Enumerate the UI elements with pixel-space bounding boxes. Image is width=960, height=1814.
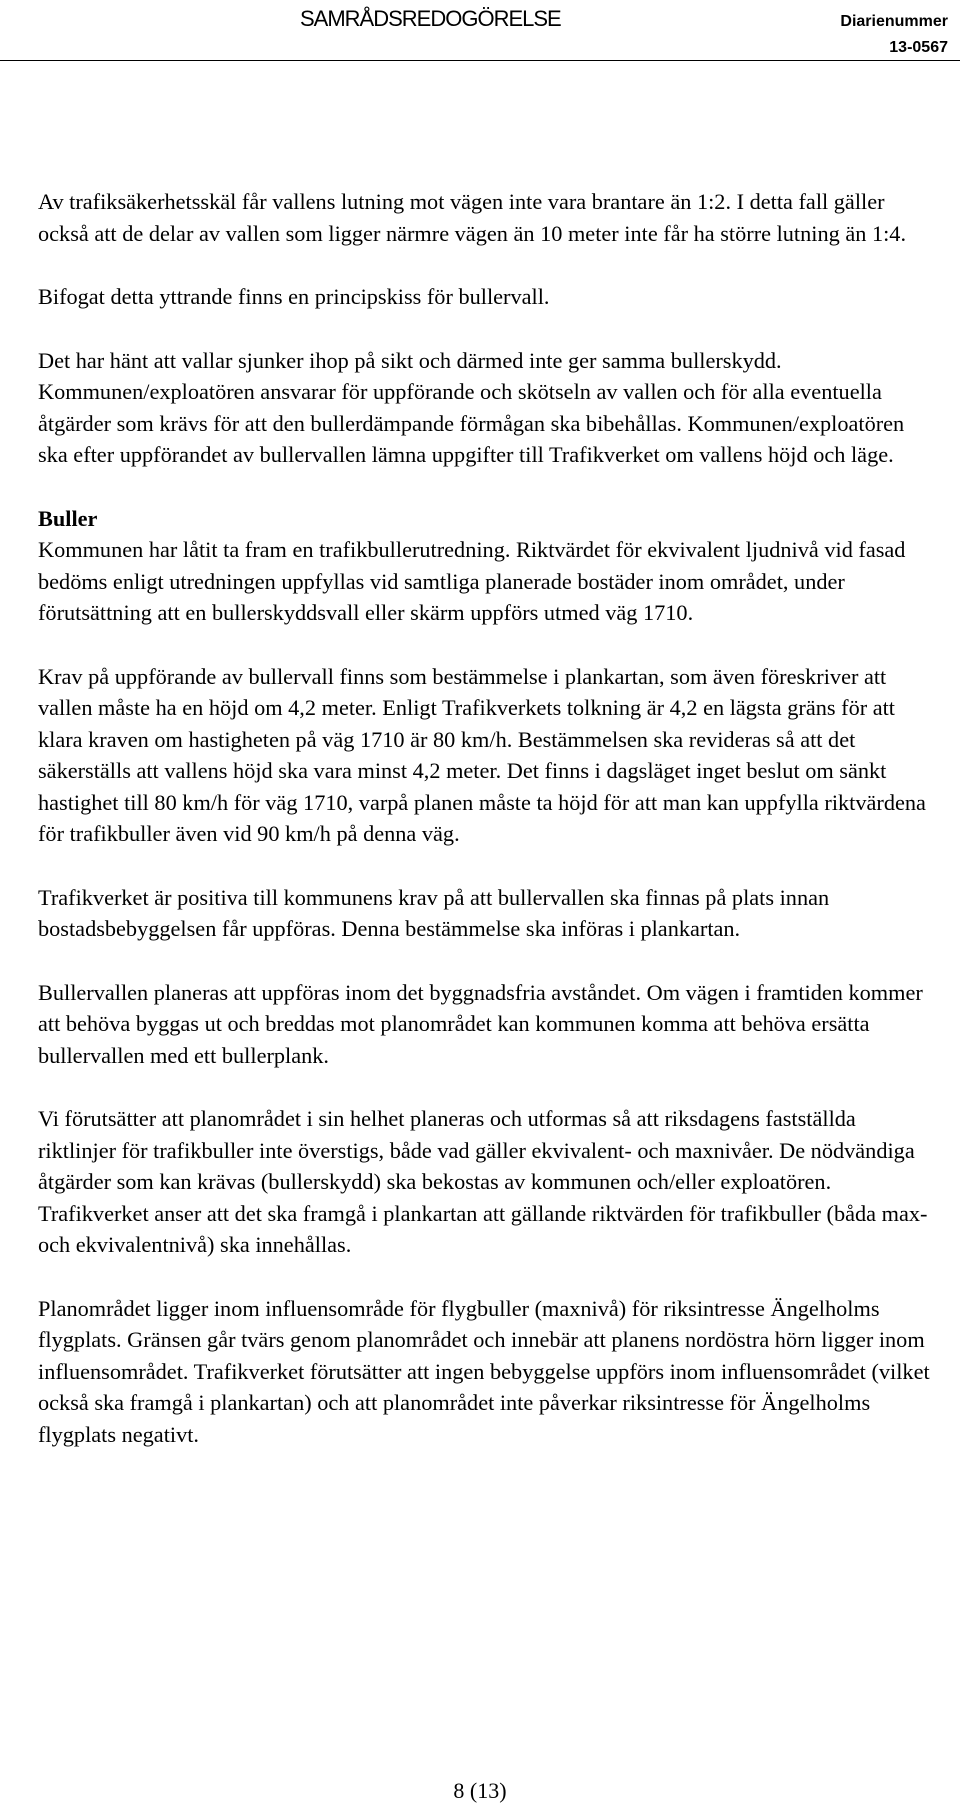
- paragraph-positive: Trafikverket är positiva till kommunens krav på att bullervallen ska finnas på plats innan bostadsbebyggelsen får uppföras. Denna bestämmelse ska införas i plankartan.: [38, 884, 830, 941]
- page-header: [0, 0, 960, 62]
- paragraph-guidelines: Vi förutsätter att planområdet i sin helhet planeras och utformas så att riksdagens fastställda riktlinjer för trafikbuller inte överstigs, både vad gäller ekvivalent- och maxnivåer. De nödvändiga åtgärder som kan krävas (bullerskydd) ska bekostas av kommunen och/eller exploatören. Trafikverket anser att det ska framgå i plankartan att gällande riktvärden för trafikbuller (båda max- och ekvivalentnivå) ska innehållas.: [38, 1106, 928, 1257]
- paragraph-airport: Planområdet ligger inom influensområde för flygbuller (maxnivå) för riksintresse Ängelholms flygplats. Gränsen går tvärs genom planområdet och innebär att planens nordöstra hörn ligger inom influensområdet. Trafikverket förutsätter att ingen bebyggelse uppförs inom influensområdet (vilket också ska framgå i plankartan) och att planområdet inte påverkar riksintresse för Ängelholms flygplats negativt.: [38, 1295, 930, 1447]
- paragraph-noise-requirement: Krav på uppförande av bullervall finns som bestämmelse i plankartan, som även föreskriver att vallen måste ha en höjd om 4,2 meter. Enligt Trafikverkets tolkning är 4,2 en lägsta gräns för att klara kraven om hastigheten på väg 1710 är 80 km/h. Bestämmelsen ska revideras så att det säkerställs att vallens höjd ska vara minst 4,2 meter. Det finns i dagsläget inget beslut om sänkt hastighet till 80 km/h för väg 1710, varpå planen måste ta höjd för att man kan uppfylla riktvärdena för trafikbuller även vid 90 km/h på denna väg.: [38, 663, 926, 846]
- document-title: SAMRÅDSREDOGÖRELSE: [300, 6, 561, 31]
- paragraph-slope: Av trafiksäkerhetsskäl får vallens lutning mot vägen inte vara brantare än 1:2. I detta fall gäller också att de delar av vallen som ligger närmre vägen än 10 meter inte får ha större lutning än 1:4.: [38, 189, 907, 246]
- page-number: 8 (13): [453, 1778, 507, 1803]
- paragraph-building-free-zone: Bullervallen planeras att uppföras inom det byggnadsfria avståndet. Om vägen i framtiden kommer att behöva byggas ut och breddas mot planområdet kan kommunen komma att behöva ersätta bullervallen med ett bullerplank.: [38, 979, 923, 1068]
- diarienummer-label: Diarienummer: [840, 13, 948, 30]
- diarienummer-value: 13-0567: [889, 39, 948, 56]
- header-divider: [0, 60, 960, 61]
- section-heading-buller: Buller: [38, 505, 98, 531]
- paragraph-noise-study: Kommunen har låtit ta fram en trafikbullerutredning. Riktvärdet för ekvivalent ljudnivå vid fasad bedöms enligt utredningen uppfyllas vid samtliga planerade bostäder inom området, under förutsättning att en bullerskyddsvall eller skärm uppförs utmed väg 1710.: [38, 537, 906, 625]
- diarienummer-block: [840, 9, 948, 61]
- document-body: [38, 186, 938, 1450]
- paragraph-attachment: Bifogat detta yttrande finns en principskiss för bullervall.: [38, 284, 550, 309]
- paragraph-maintenance: Det har hänt att vallar sjunker ihop på sikt och därmed inte ger samma bullerskydd. Kommunen/exploatören ansvarar för uppförande och skötseln av vallen och för alla eventuella åtgärder som krävs för att den bullerdämpande förmågan ska bibehållas. Kommunen/exploatören ska efter uppförandet av bullervallen lämna uppgifter till Trafikverket om vallens höjd och läge.: [38, 347, 905, 467]
